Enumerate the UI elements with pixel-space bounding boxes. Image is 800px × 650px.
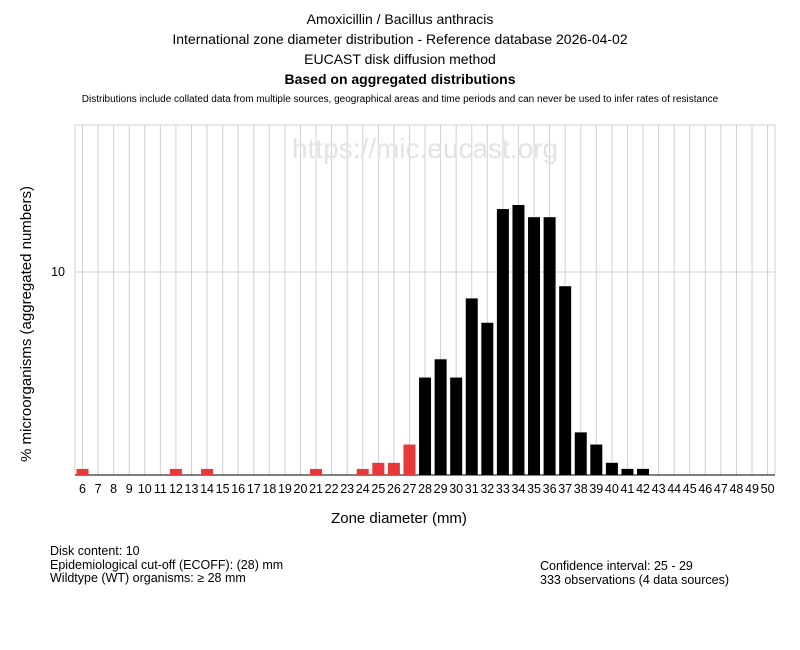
bar-40 [606, 463, 618, 475]
x-tick-label: 17 [246, 482, 261, 496]
x-tick-label: 48 [729, 482, 744, 496]
x-tick-label: 33 [495, 482, 510, 496]
wildtype-range: Wildtype (WT) organisms: ≥ 28 mm [50, 571, 246, 585]
x-tick-label: 14 [200, 482, 215, 496]
x-tick-label: 20 [293, 482, 308, 496]
x-tick-label: 39 [589, 482, 604, 496]
x-tick-label: 26 [386, 482, 401, 496]
x-tick-label: 40 [604, 482, 619, 496]
x-tick-label: 29 [433, 482, 448, 496]
bar-31 [466, 298, 478, 475]
aggregation-label: Based on aggregated distributions [284, 71, 516, 87]
bar-25 [372, 463, 384, 475]
x-tick-label: 13 [184, 482, 199, 496]
bar-41 [621, 469, 633, 475]
x-tick-label: 18 [262, 482, 277, 496]
y-tick-labels [51, 265, 65, 279]
bar-32 [481, 323, 493, 475]
method-label: EUCAST disk diffusion method [304, 51, 496, 67]
bar-28 [419, 378, 431, 475]
x-tick-labels [79, 482, 775, 496]
bar-12 [170, 469, 182, 475]
x-tick-label: 45 [682, 482, 697, 496]
bar-6 [77, 469, 89, 475]
x-tick-label: 28 [418, 482, 432, 496]
x-tick-label: 19 [277, 482, 292, 496]
x-tick-label: 50 [760, 482, 775, 496]
bar-29 [435, 359, 447, 475]
x-tick-label: 30 [449, 482, 464, 496]
disk-content: Disk content: 10 [50, 544, 140, 558]
x-tick-label: 21 [309, 482, 324, 496]
bar-38 [575, 432, 587, 475]
x-tick-label: 34 [511, 482, 526, 496]
bar-27 [403, 445, 415, 475]
bar-35 [528, 217, 540, 475]
x-tick-label: 46 [698, 482, 713, 496]
bar-37 [559, 286, 571, 475]
x-tick-label: 37 [558, 482, 573, 496]
x-tick-label: 22 [324, 482, 339, 496]
x-tick-label: 7 [94, 482, 102, 496]
footer-left [50, 545, 283, 586]
x-tick-label: 44 [667, 482, 682, 496]
x-tick-label: 9 [125, 482, 133, 496]
x-tick-label: 25 [371, 482, 386, 496]
x-tick-label: 16 [231, 482, 246, 496]
x-tick-label: 42 [636, 482, 650, 496]
bar-42 [637, 469, 649, 475]
x-tick-label: 47 [713, 482, 728, 496]
x-tick-label: 38 [573, 482, 588, 496]
observation-count: 333 observations (4 data sources) [540, 572, 729, 587]
bar-39 [590, 445, 602, 475]
x-tick-label: 43 [651, 482, 666, 496]
x-tick-label: 49 [745, 482, 759, 496]
x-tick-label: 6 [79, 482, 86, 496]
bar-21 [310, 469, 322, 475]
ecoff-value: Epidemiological cut-off (ECOFF): (28) mm [50, 557, 284, 572]
chart-subtitle: International zone diameter distribution - Reference database 2026-04-02 [172, 31, 628, 47]
bar-34 [512, 205, 524, 475]
x-tick-label: 8 [110, 482, 118, 496]
y-axis-label: % microorganisms (aggregated numbers) [18, 186, 35, 462]
x-tick-label: 35 [527, 482, 541, 496]
bar-26 [388, 463, 400, 475]
x-axis-label: Zone diameter (mm) [331, 510, 467, 527]
footer-right [540, 560, 729, 587]
bar-36 [544, 217, 556, 475]
x-tick-label: 32 [480, 482, 495, 496]
bar-30 [450, 378, 462, 475]
bar-33 [497, 209, 509, 475]
x-tick-label: 15 [215, 482, 230, 496]
chart-title: Amoxicillin / Bacillus anthracis [306, 11, 494, 27]
y-tick-label: 10 [51, 265, 65, 279]
x-tick-label: 41 [620, 482, 635, 496]
x-tick-label: 11 [153, 482, 167, 496]
confidence-interval: Confidence interval: 25 - 29 [540, 559, 693, 573]
x-tick-label: 27 [402, 482, 417, 496]
watermark-text: https://mic.eucast.org [291, 133, 559, 164]
x-tick-label: 23 [340, 482, 355, 496]
x-tick-label: 12 [168, 482, 183, 496]
bar-14 [201, 469, 213, 475]
x-tick-label: 10 [137, 482, 152, 496]
disclaimer-note: Distributions include collated data from multiple sources, geographical areas and time periods and can never be used to infer rates of resistance [81, 94, 719, 105]
x-tick-label: 24 [355, 482, 370, 496]
x-tick-label: 36 [542, 482, 557, 496]
bar-24 [357, 469, 369, 475]
x-tick-label: 31 [464, 482, 479, 496]
